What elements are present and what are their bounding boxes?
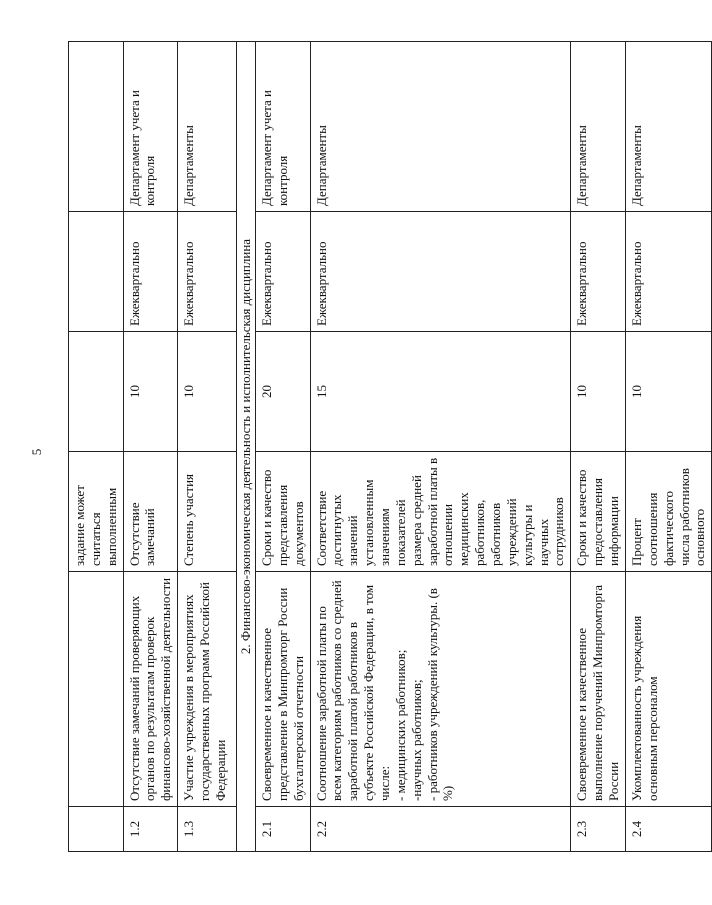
cell-criterion: Процент соотношения фактического числа работников основного — [625, 452, 711, 572]
table-row — [123, 42, 178, 852]
cell-points: 10 — [625, 332, 711, 452]
cell-indicator — [69, 572, 124, 807]
indicator-item: - работников учреждений культуры. (в %) — [424, 588, 456, 801]
table-row — [571, 42, 626, 852]
cell-responsible: Департамент учета и контроля — [123, 42, 178, 212]
table-row — [256, 42, 311, 852]
cell-responsible: Департаменты — [178, 42, 237, 212]
cell-points: 10 — [178, 332, 237, 452]
cell-points — [69, 332, 124, 452]
table-row — [310, 42, 571, 852]
cell-period: Ежеквартально — [256, 212, 311, 332]
page-number: 5 — [29, 448, 44, 456]
cell-criterion: Соответствие достигнутых значений установленным значениям показателей размера средней заработной платы в отношении медицинских работников, работников учреждений культуры и научных сотрудников — [310, 452, 571, 572]
cell-points: 10 — [571, 332, 626, 452]
cell-points: 10 — [123, 332, 178, 452]
cell-criterion: Сроки и качество предоставления информации — [571, 452, 626, 572]
cell-points: 20 — [256, 332, 311, 452]
indicator-item: -научных работников; — [408, 679, 424, 801]
cell-num: 2.4 — [625, 807, 711, 852]
cell-points: 15 — [310, 332, 571, 452]
cell-num — [69, 807, 124, 852]
table-row — [178, 42, 237, 852]
cell-num: 2.1 — [256, 807, 311, 852]
cell-num: 1.3 — [178, 807, 237, 852]
cell-indicator: Укомплектованность учреждения основным персоналом — [625, 572, 711, 807]
cell-period — [69, 212, 124, 332]
cell-num: 2.3 — [571, 807, 626, 852]
indicator-main-text: Соотношение заработной платы по всем категориям работников со средней заработной платой работников в субъекте Российской Федерации, в том числе: — [313, 580, 393, 801]
cell-criterion: задание может считаться выполненным — [69, 452, 124, 572]
cell-period: Ежеквартально — [310, 212, 571, 332]
cell-period: Ежеквартально — [123, 212, 178, 332]
cell-num: 2.2 — [310, 807, 571, 852]
cell-responsible: Департаменты — [625, 42, 711, 212]
indicators-table — [68, 41, 712, 852]
cell-indicator — [310, 572, 571, 807]
cell-responsible: Департаменты — [310, 42, 571, 212]
table-row — [69, 42, 124, 852]
cell-responsible — [69, 42, 124, 212]
cell-period: Ежеквартально — [178, 212, 237, 332]
cell-period: Ежеквартально — [571, 212, 626, 332]
cell-criterion: Сроки и качество представления документов — [256, 452, 311, 572]
cell-criterion: Отсутствие замечаний — [123, 452, 178, 572]
section-title: 2. Финансово-экономическая деятельность и исполнительская дисциплина — [237, 42, 256, 852]
cell-indicator: Участие учреждения в мероприятиях государственных программ Российской Федерации — [178, 572, 237, 807]
cell-criterion: Степень участия — [178, 452, 237, 572]
cell-responsible: Департаменты — [571, 42, 626, 212]
section-row — [237, 42, 256, 852]
table-row — [625, 42, 711, 852]
cell-indicator: Отсутствие замечаний проверяющих органов по результатам проверок финансово-хозяйственной деятельности — [123, 572, 178, 807]
cell-period: Ежеквартально — [625, 212, 711, 332]
cell-indicator: Своевременное и качественное выполнение поручений Минпромторга России — [571, 572, 626, 807]
rotated-table-wrapper — [68, 42, 708, 852]
cell-indicator: Своевременное и качественное представление в Минпромторг России бухгалтерской отчетности — [256, 572, 311, 807]
cell-num: 1.2 — [123, 807, 178, 852]
cell-responsible: Департамент учета и контроля — [256, 42, 311, 212]
indicator-item: - медицинских работников; — [392, 649, 408, 801]
